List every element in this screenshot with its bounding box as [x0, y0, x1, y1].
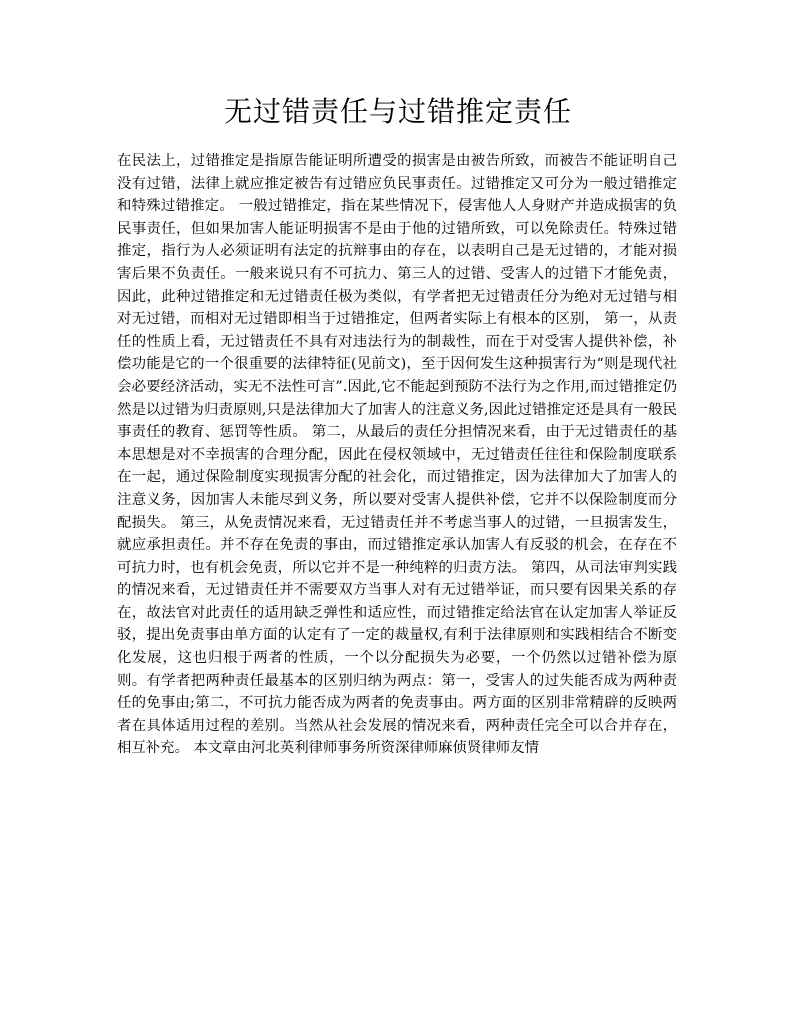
document-body-paragraph: 在民法上，过错推定是指原告能证明所遭受的损害是由被告所致，而被告不能证明自己没有过错，法律上就应推定被告有过错应负民事责任。过错推定又可分为一般过错推定和特殊过错推定。 一般过错推定，指在某些情况下，侵害他人人身财产并造成损害的负民事责任，但如果加害人能证明损害不是由于他的过错所致，可以免除责任。特殊过错推定，指行为人必须证明有法定的抗辩事由的存在，以表明自己是无过错的，才能对损害后果不负责任。一般来说只有不可抗力、第三人的过错、受害人的过错下才能免责，因此，此种过错推定和无过错责任极为类似，有学者把无过错责任分为绝对无过错与相对无过错，而相对无过错即相当于过错推定，但两者实际上有根本的区别， 第一，从责任的性质上看，无过错责任不具有对违法行为的制裁性，而在于对受害人提供补偿，补偿功能是它的一个很重要的法律特征(见前文)，至于因何发生这种损害行为“则是现代社会必要经济活动，实无不法性可言”.因此,它不能起到预防不法行为之作用,而过错推定仍然是以过错为归责原则,只是法律加大了加害人的注意义务,因此过错推定还是具有一般民事责任的教育、惩罚等性质。 第二，从最后的责任分担情况来看，由于无过错责任的基本思想是对不幸损害的合理分配，因此在侵权领域中，无过错责任往往和保险制度联系在一起，通过保险制度实现损害分配的社会化，而过错推定，因为法律加大了加害人的注意义务，因加害人未能尽到义务，所以要对受害人提供补偿，它并不以保险制度而分配损失。 第三，从免责情况来看，无过错责任并不考虑当事人的过错，一旦损害发生，就应承担责任。并不存在免责的事由，而过错推定承认加害人有反驳的机会，在存在不可抗力时，也有机会免责，所以它并不是一种纯粹的归责方法。 第四，从司法审判实践的情况来看，无过错责任并不需要双方当事人对有无过错举证，而只要有因果关系的存在，故法官对此责任的适用缺乏弹性和适应性，而过错推定给法官在认定加害人举证反驳，提出免责事由单方面的认定有了一定的裁量权,有利于法律原则和实践相结合不断变化发展，这也归根于两者的性质，一个以分配损失为必要，一个仍然以过错补偿为原则。有学者把两种责任最基本的区别归纳为两点：第一，受害人的过失能否成为两种责任的免事由;第二，不可抗力能否成为两者的免责事由。两方面的区别非常精辟的反映两者在具体适用过程的差别。当然从社会发展的情况来看，两种责任完全可以合并存在，相互补充。 本文章由河北英利律师事务所资深律师麻侦贤律师友情 — [117, 153, 677, 757]
document-title: 无过错责任与过错推定责任 — [223, 95, 572, 128]
